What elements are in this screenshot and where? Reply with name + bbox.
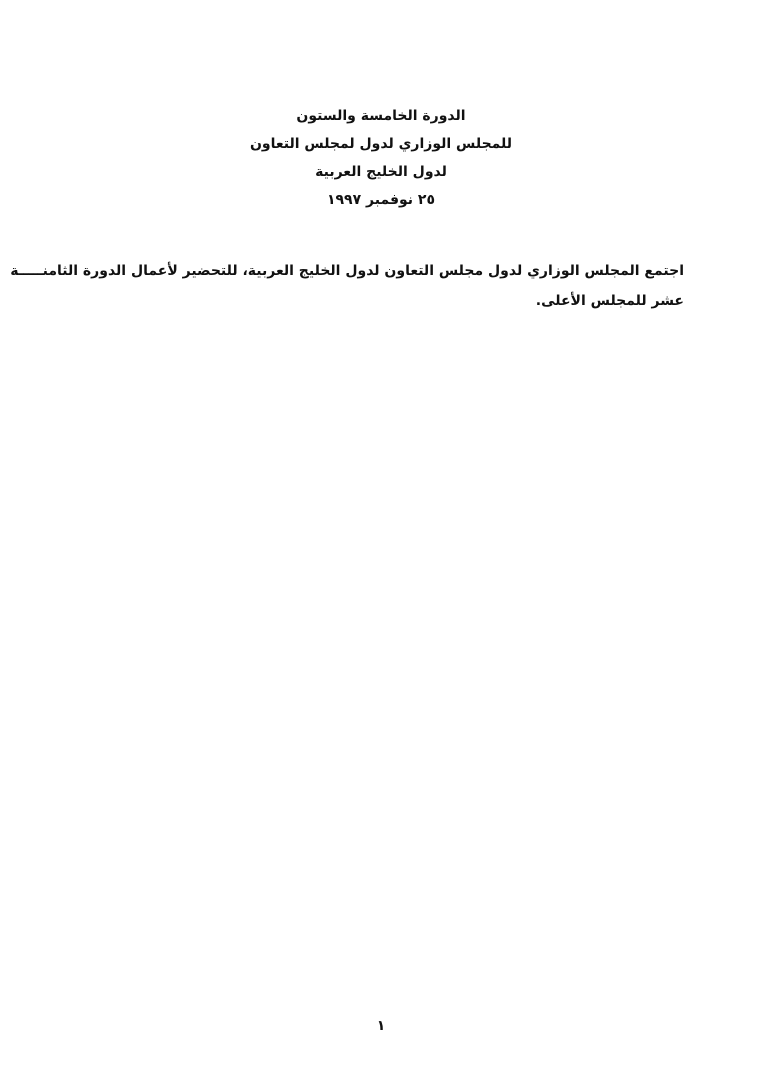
body-line-2: عشر للمجلس الأعلى. bbox=[535, 293, 684, 309]
body-line-1: اجتمع المجلس الوزاري لدول مجلس التعاون لدول الخليج العربية، للتحضير لأعمال الدورة الثامنـــــة bbox=[10, 263, 684, 279]
page-number: ١ bbox=[376, 1018, 386, 1034]
council-name: للمجلس الوزاري لدول لمجلس التعاون bbox=[249, 136, 513, 152]
session-title: الدورة الخامسة والستون bbox=[296, 108, 466, 124]
session-date: ٢٥ نوفمبر ١٩٩٧ bbox=[326, 192, 436, 208]
document-header bbox=[0, 102, 762, 214]
body-paragraph bbox=[10, 256, 684, 316]
region-name: لدول الخليج العربية bbox=[315, 164, 447, 180]
